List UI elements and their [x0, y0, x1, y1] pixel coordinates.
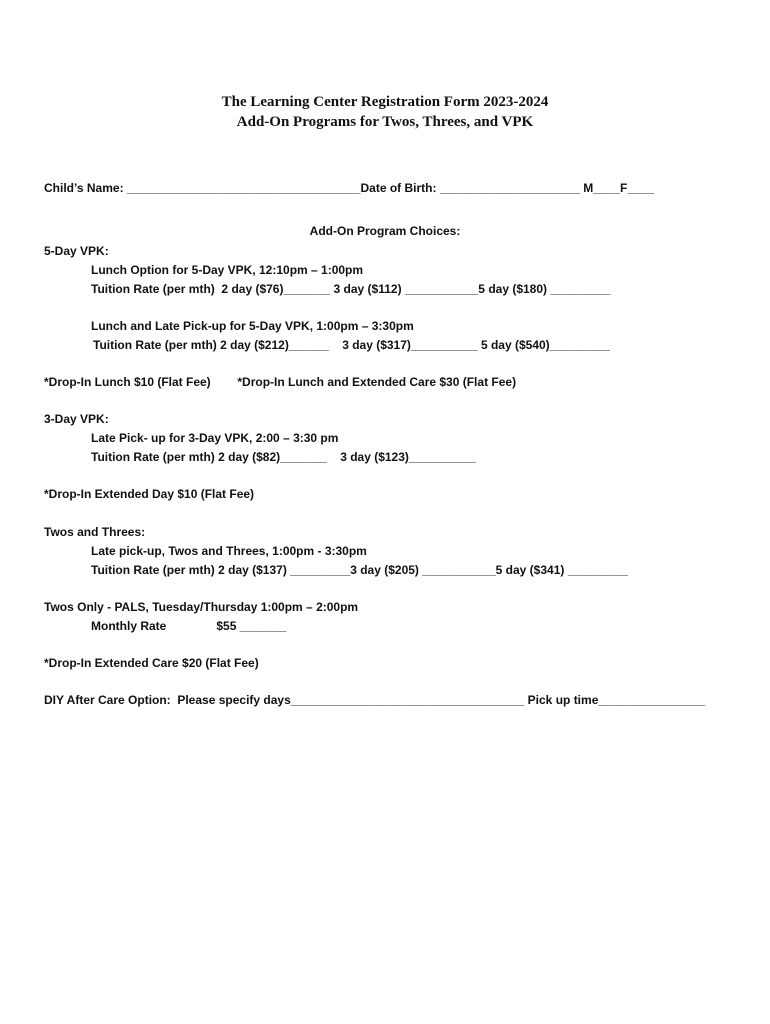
vpk5-late-option: Lunch and Late Pick-up for 5-Day VPK, 1:00pm – 3:30pm: [91, 319, 414, 333]
twos-only-dropin: *Drop-In Extended Care $20 (Flat Fee): [44, 656, 259, 670]
form-title: The Learning Center Registration Form 2023-2024: [221, 94, 549, 110]
vpk5-dropin: *Drop-In Lunch $10 (Flat Fee) *Drop-In Lunch and Extended Care $30 (Flat Fee): [44, 375, 517, 389]
vpk3-heading: 3-Day VPK:: [44, 412, 109, 426]
choices-heading: Add-On Program Choices:: [309, 224, 461, 238]
diy-after-care[interactable]: DIY After Care Option: Please specify days___________________________________ Pick up time________________: [44, 693, 706, 707]
vpk3-option: Late Pick- up for 3-Day VPK, 2:00 – 3:30 pm: [91, 431, 339, 445]
vpk5-late-rate[interactable]: Tuition Rate (per mth) 2 day ($212)______ 3 day ($317)__________ 5 day ($540)_________: [93, 338, 610, 352]
vpk5-heading: 5-Day VPK:: [44, 244, 109, 258]
vpk3-dropin: *Drop-In Extended Day $10 (Flat Fee): [44, 487, 255, 501]
child-info-line[interactable]: Child’s Name: ___________________________________Date of Birth: _____________________ M____F____: [44, 181, 655, 195]
form-subtitle: Add-On Programs for Twos, Threes, and VPK: [236, 114, 534, 130]
twos-threes-rate[interactable]: Tuition Rate (per mth) 2 day ($137) _________3 day ($205) ___________5 day ($341) _________: [91, 563, 628, 577]
vpk5-lunch-option: Lunch Option for 5-Day VPK, 12:10pm – 1:00pm: [91, 263, 364, 277]
twos-threes-heading: Twos and Threes:: [44, 525, 146, 539]
twos-threes-option: Late pick-up, Twos and Threes, 1:00pm - 3:30pm: [91, 544, 367, 558]
twos-only-rate[interactable]: Monthly Rate $55 _______: [91, 619, 287, 633]
twos-only-heading: Twos Only - PALS, Tuesday/Thursday 1:00pm – 2:00pm: [44, 600, 359, 614]
vpk3-rate[interactable]: Tuition Rate (per mth) 2 day ($82)_______ 3 day ($123)__________: [91, 450, 476, 464]
vpk5-lunch-rate[interactable]: Tuition Rate (per mth) 2 day ($76)_______ 3 day ($112) ___________5 day ($180) _________: [91, 282, 611, 296]
